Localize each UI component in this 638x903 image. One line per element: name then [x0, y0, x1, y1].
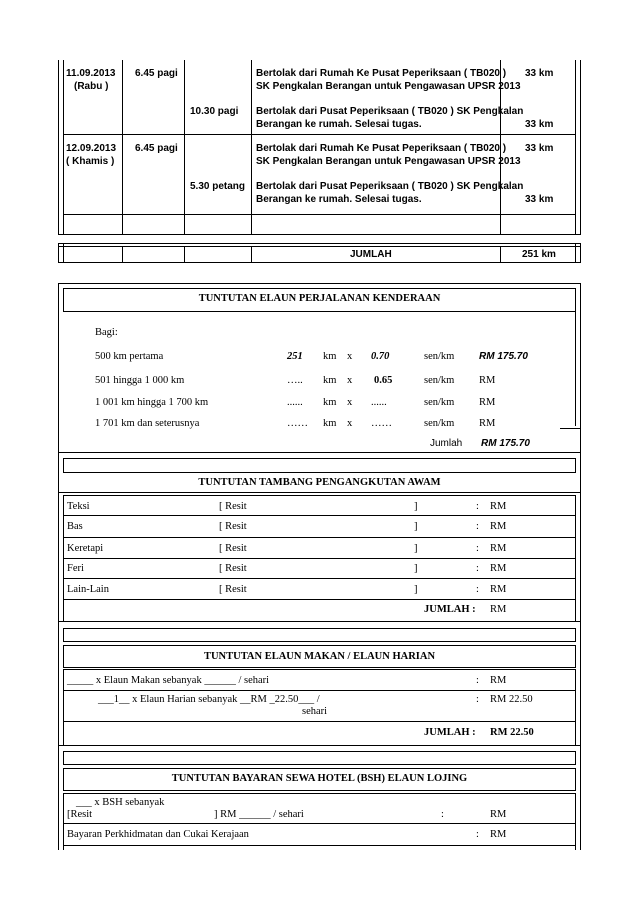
- rate-x: x: [347, 375, 353, 386]
- trip-time: 6.45 pagi: [135, 68, 178, 79]
- trip-desc: Bertolak dari Pusat Peperiksaan ( TB020 ) SK Pengkalan: [256, 181, 524, 192]
- resit-close: ]: [414, 563, 418, 574]
- tambang-title: TUNTUTAN TAMBANG PENGANGKUTAN AWAM: [198, 477, 441, 488]
- colon: :: [476, 501, 479, 512]
- trip-date: 11.09.2013: [66, 68, 116, 79]
- rate-x: x: [347, 397, 353, 408]
- tambang-item: Bas: [67, 521, 83, 532]
- total-label: JUMLAH: [350, 249, 392, 260]
- elaun-harian-line: ___1__ x Elaun Harian sebanyak __RM _22.50___ /: [98, 694, 320, 705]
- rate-range: 1 701 km dan seterusnya: [95, 418, 200, 429]
- rate-unit: km: [323, 418, 337, 429]
- rate-range: 1 001 km hingga 1 700 km: [95, 397, 209, 408]
- makan-total-label: JUMLAH :: [424, 727, 476, 738]
- rate-unit: km: [323, 351, 337, 362]
- rate-amount: RM 175.70: [479, 351, 528, 362]
- trip-time: 10.30 pagi: [190, 106, 239, 117]
- rate-km: ......: [287, 397, 303, 408]
- colon: :: [476, 675, 479, 686]
- rate-value: 0.70: [371, 351, 390, 362]
- rate-unit: km: [323, 375, 337, 386]
- colon: :: [476, 584, 479, 595]
- trip-date: 12.09.2013: [66, 143, 117, 154]
- resit-close: ]: [414, 543, 418, 554]
- trip-km: 33 km: [525, 119, 554, 130]
- elaun-harian-sehari: sehari: [302, 706, 328, 717]
- rm-label: RM: [490, 584, 507, 595]
- rate-km: ……: [287, 418, 308, 429]
- resit-label: [ Resit: [219, 563, 247, 574]
- rate-x: x: [347, 418, 353, 429]
- rate-per: sen/km: [424, 418, 455, 429]
- rate-range: 501 hingga 1 000 km: [95, 375, 185, 386]
- kenderaan-title: TUNTUTAN ELAUN PERJALANAN KENDERAAN: [198, 293, 441, 304]
- trip-desc: SK Pengkalan Berangan untuk Pengawasan UPSR 2013: [256, 81, 521, 92]
- hotel-title: TUNTUTAN BAYARAN SEWA HOTEL (BSH) ELAUN LOJING: [171, 773, 468, 784]
- trip-desc: Bertolak dari Rumah Ke Pusat Peperiksaan ( TB020 ): [256, 143, 507, 154]
- resit-label: [ Resit: [219, 501, 247, 512]
- rate-amount: RM: [479, 375, 496, 386]
- trip-desc: SK Pengkalan Berangan untuk Pengawasan UPSR 2013: [256, 156, 521, 167]
- resit-label: [ Resit: [219, 543, 247, 554]
- trip-day: ( Khamis ): [66, 156, 115, 167]
- tambang-item: Lain-Lain: [67, 584, 109, 595]
- rate-km: 251: [287, 351, 303, 362]
- colon: :: [441, 809, 444, 820]
- trip-time: 6.45 pagi: [135, 143, 178, 154]
- tambang-item: Feri: [67, 563, 84, 574]
- colon: :: [476, 563, 479, 574]
- elaun-harian-amount: RM 22.50: [490, 694, 533, 705]
- resit-label: [ Resit: [219, 521, 247, 532]
- rm-label: RM: [490, 675, 507, 686]
- trip-desc: Bertolak dari Pusat Peperiksaan ( TB020 ) SK Pengkalan: [256, 106, 524, 117]
- tambang-total-value: RM: [490, 604, 507, 615]
- rm-label: RM: [490, 809, 507, 820]
- bsh-line: ___ x BSH sebanyak: [76, 797, 165, 808]
- bsh-resit: [Resit: [67, 809, 93, 820]
- kenderaan-total-label: Jumlah: [430, 438, 463, 449]
- tambang-item: Teksi: [67, 501, 90, 512]
- trip-desc: Berangan ke rumah. Selesai tugas.: [256, 119, 422, 130]
- resit-close: ]: [414, 501, 418, 512]
- trip-km: 33 km: [525, 143, 554, 154]
- bsh-rate: ] RM ______ / sehari: [214, 809, 304, 820]
- rate-amount: RM: [479, 418, 496, 429]
- rate-amount: RM: [479, 397, 496, 408]
- rm-label: RM: [490, 829, 507, 840]
- colon: :: [476, 521, 479, 532]
- rate-value: ……: [371, 418, 392, 429]
- trip-time: 5.30 petang: [190, 181, 246, 192]
- rate-value: 0.65: [374, 375, 393, 386]
- rate-per: sen/km: [424, 351, 455, 362]
- bagi-label: Bagi:: [95, 327, 118, 338]
- resit-label: [ Resit: [219, 584, 247, 595]
- cukai-line: Bayaran Perkhidmatan dan Cukai Kerajaan: [67, 829, 249, 840]
- trip-km: 33 km: [525, 194, 554, 205]
- trip-km: 33 km: [525, 68, 554, 79]
- rate-per: sen/km: [424, 397, 455, 408]
- tambang-total-label: JUMLAH :: [424, 604, 476, 615]
- colon: :: [476, 543, 479, 554]
- rate-per: sen/km: [424, 375, 455, 386]
- rm-label: RM: [490, 521, 507, 532]
- makan-total-value: RM 22.50: [490, 727, 534, 738]
- resit-close: ]: [414, 584, 418, 595]
- tambang-item: Keretapi: [67, 543, 104, 554]
- trip-desc: Berangan ke rumah. Selesai tugas.: [256, 194, 422, 205]
- rm-label: RM: [490, 563, 507, 574]
- rate-km: …..: [287, 375, 303, 386]
- total-value: 251 km: [522, 249, 556, 260]
- kenderaan-total-value: RM 175.70: [481, 438, 530, 449]
- rm-label: RM: [490, 501, 507, 512]
- rate-x: x: [347, 351, 353, 362]
- rate-unit: km: [323, 397, 337, 408]
- trip-day: (Rabu ): [74, 81, 109, 92]
- rm-label: RM: [490, 543, 507, 554]
- makan-title: TUNTUTAN ELAUN MAKAN / ELAUN HARIAN: [203, 651, 436, 662]
- colon: :: [476, 694, 479, 705]
- rate-value: ......: [371, 397, 387, 408]
- trip-desc: Bertolak dari Rumah Ke Pusat Peperiksaan ( TB020 ): [256, 68, 507, 79]
- colon: :: [476, 829, 479, 840]
- rate-range: 500 km pertama: [95, 351, 164, 362]
- elaun-makan-line: _____ x Elaun Makan sebanyak ______ / sehari: [67, 675, 270, 686]
- resit-close: ]: [414, 521, 418, 532]
